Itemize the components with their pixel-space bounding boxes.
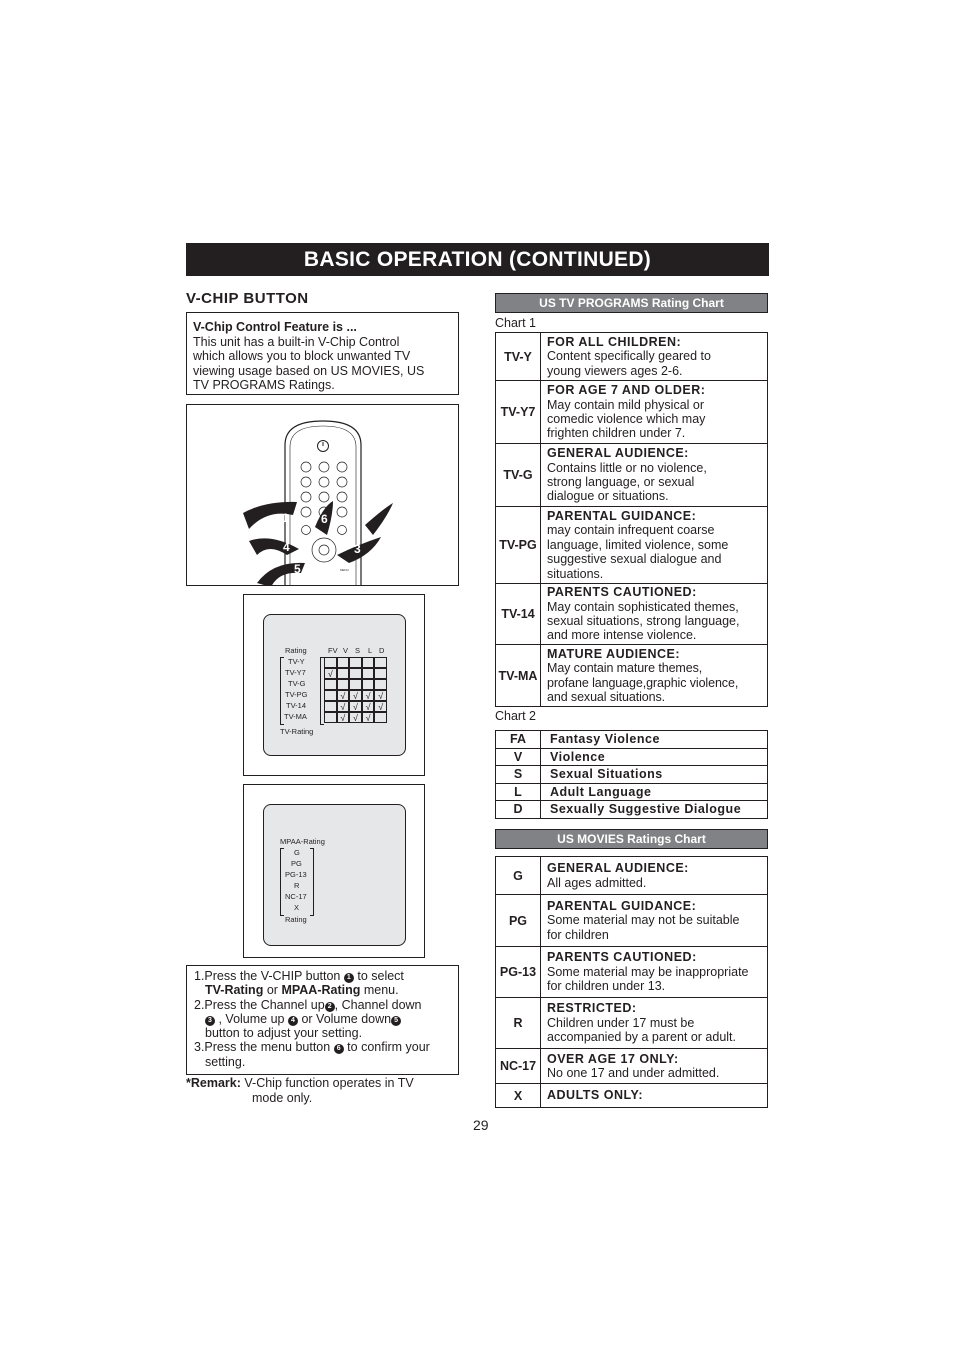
- button-ref-3: 3: [205, 1016, 215, 1026]
- rating-grid-cell[interactable]: [374, 679, 387, 690]
- rating-code: TV-PG: [496, 507, 541, 584]
- page-title: BASIC OPERATION (CONTINUED): [186, 243, 769, 276]
- rating-grid-cell[interactable]: [374, 712, 387, 723]
- rating-grid-cell[interactable]: √: [349, 712, 362, 723]
- remark-line: mode only.: [252, 1091, 313, 1105]
- movie-chart-band: US MOVIES Ratings Chart: [495, 829, 768, 849]
- rating-grid-cell[interactable]: √: [349, 690, 362, 701]
- rating-grid-cell[interactable]: [337, 679, 350, 690]
- rating-grid-cell[interactable]: √: [337, 701, 350, 712]
- rating-description: [541, 1049, 768, 1084]
- column-header: D: [379, 646, 385, 655]
- category-label: Adult Language: [541, 783, 768, 801]
- desc-line: May contain mild physical or: [547, 397, 705, 412]
- tv-row-label: TV-G: [288, 679, 306, 688]
- rating-title: PARENTAL GUIDANCE:: [547, 898, 697, 913]
- intro-line: viewing usage based on US MOVIES, US: [193, 363, 425, 378]
- table-row: [496, 947, 768, 998]
- step-text: or Volume down: [301, 1011, 392, 1026]
- rating-grid-cell[interactable]: √: [374, 690, 387, 701]
- rating-grid-cell[interactable]: [324, 712, 337, 723]
- callout-6: 6: [321, 512, 328, 526]
- rating-grid-cell[interactable]: √: [324, 668, 337, 679]
- step-3: [194, 1040, 454, 1069]
- rating-code: TV-G: [496, 444, 541, 507]
- rating-code: TV-Y7: [496, 381, 541, 444]
- intro-line: which allows you to block unwanted TV: [193, 349, 411, 363]
- instructions-box: [186, 965, 459, 1075]
- movie-rating-table: [495, 856, 768, 1108]
- rating-description: [541, 381, 768, 444]
- button-ref-6: 6: [334, 1044, 344, 1054]
- step-text: , Channel down: [334, 997, 422, 1012]
- rating-code: X: [496, 1084, 541, 1108]
- mpaa-row-label: R: [294, 881, 300, 890]
- category-label: Sexually Suggestive Dialogue: [541, 801, 768, 819]
- tv-row-label: TV-MA: [284, 712, 307, 721]
- desc-line: No one 17 and under admitted.: [547, 1066, 720, 1080]
- step-text: 3.Press the menu button: [194, 1040, 331, 1055]
- step-text: to select: [357, 969, 404, 983]
- table-row: [496, 895, 768, 947]
- mpaa-rating-screen-box: [243, 784, 425, 958]
- mpaa-rating-screen: [263, 804, 406, 946]
- table-row: [496, 801, 768, 819]
- table-row: [496, 748, 768, 766]
- tv-rating-footer: TV-Rating: [280, 727, 314, 736]
- mpaa-row-label: PG: [291, 859, 302, 868]
- page-number: 29: [473, 1117, 489, 1133]
- tv-rating-option: TV-Rating: [205, 983, 264, 998]
- tv-row-label: TV-Y7: [285, 668, 306, 677]
- step-1: [194, 969, 454, 998]
- table-row: [496, 998, 768, 1049]
- rating-description: [541, 895, 768, 947]
- desc-line: and more intense violence.: [547, 628, 697, 643]
- desc-line: may contain infrequent coarse: [547, 523, 715, 538]
- tv-rating-table: [495, 332, 768, 707]
- category-code: L: [496, 783, 541, 801]
- step-text: setting.: [205, 1054, 246, 1069]
- callout-4: 4: [283, 540, 290, 554]
- step-text: or: [266, 983, 278, 998]
- rating-grid-cell[interactable]: [324, 701, 337, 712]
- tv-row-label: TV-PG: [285, 690, 308, 699]
- desc-line: May contain sophisticated themes,: [547, 599, 739, 614]
- mpaa-row-label: PG-13: [285, 870, 307, 879]
- rating-description: [541, 857, 768, 895]
- rating-grid-cell[interactable]: [362, 657, 375, 668]
- table-row: [496, 645, 768, 707]
- desc-line: strong language, or sexual: [547, 475, 695, 489]
- rating-code: PG-13: [496, 947, 541, 998]
- tv-rating-screen-box: [243, 594, 425, 776]
- rating-title: FOR ALL CHILDREN:: [547, 334, 682, 349]
- rating-description: [541, 947, 768, 998]
- remark-star: *: [186, 1076, 191, 1090]
- step-text: button to adjust your setting.: [205, 1026, 363, 1041]
- rating-description: [541, 507, 768, 584]
- desc-line: and sexual situations.: [547, 689, 666, 704]
- table-row: [496, 1084, 768, 1108]
- desc-line: frighten children under 7.: [547, 426, 686, 441]
- intro-box: [186, 312, 459, 395]
- chart-2-label: Chart 2: [495, 709, 536, 723]
- tv-rating-screen: [263, 614, 406, 756]
- mpaa-rating-option: MPAA-Rating: [281, 983, 361, 998]
- table-row: [496, 381, 768, 444]
- rating-title: PARENTS CAUTIONED:: [547, 585, 697, 600]
- intro-line: TV PROGRAMS Ratings.: [193, 378, 335, 392]
- callout-2: 2: [348, 518, 355, 532]
- mpaa-title: MPAA-Rating: [280, 837, 325, 846]
- rating-grid-cell[interactable]: [337, 668, 350, 679]
- category-code: D: [496, 801, 541, 819]
- desc-line: for children under 13.: [547, 979, 666, 994]
- remote-control-illustration: [187, 405, 459, 586]
- desc-line: Some material may not be suitable: [547, 913, 740, 928]
- rating-code: NC-17: [496, 1049, 541, 1084]
- table-row: [496, 857, 768, 895]
- callout-1: 1: [282, 511, 289, 525]
- rating-code: PG: [496, 895, 541, 947]
- button-ref-2: 2: [325, 1002, 335, 1012]
- rating-title: MATURE AUDIENCE:: [547, 646, 680, 661]
- rating-title: GENERAL AUDIENCE:: [547, 446, 689, 461]
- table-row: [496, 1049, 768, 1084]
- step-text: menu.: [363, 983, 399, 998]
- category-code: FA: [496, 731, 541, 749]
- rating-description: [541, 645, 768, 707]
- desc-line: sexual situations, strong language,: [547, 614, 740, 628]
- table-row: [496, 444, 768, 507]
- column-header: V: [343, 646, 349, 655]
- rating-grid-cell[interactable]: [337, 657, 350, 668]
- rating-grid-cell[interactable]: √: [337, 690, 350, 701]
- step-text: 1.Press the V-CHIP button: [194, 969, 341, 983]
- mpaa-footer: Rating: [285, 915, 307, 924]
- rating-grid-cell[interactable]: [349, 679, 362, 690]
- rating-code: TV-MA: [496, 645, 541, 707]
- column-header: S: [355, 646, 361, 655]
- rating-description: [541, 333, 768, 381]
- rating-grid-cell[interactable]: √: [362, 712, 375, 723]
- desc-line: for children: [547, 927, 609, 942]
- rating-grid-cell[interactable]: [362, 679, 375, 690]
- desc-line: language, limited violence, some: [547, 537, 729, 552]
- tv-row-label: TV-14: [286, 701, 307, 710]
- rating-description: [541, 998, 768, 1049]
- rating-title: ADULTS ONLY:: [547, 1088, 644, 1103]
- rating-code: G: [496, 857, 541, 895]
- table-row: [496, 584, 768, 645]
- step-text: , Volume up: [218, 1011, 285, 1026]
- rating-description: [541, 584, 768, 645]
- rating-code: TV-14: [496, 584, 541, 645]
- rating-title: PARENTAL GUIDANCE:: [547, 508, 697, 523]
- rating-grid-cell[interactable]: [374, 657, 387, 668]
- button-ref-5: 5: [391, 1016, 401, 1026]
- callout-3: 3: [354, 542, 361, 556]
- category-code: V: [496, 748, 541, 766]
- table-row: [496, 766, 768, 784]
- rating-grid-cell[interactable]: √: [362, 690, 375, 701]
- desc-line: situations.: [547, 566, 604, 581]
- content-category-table: [495, 730, 768, 819]
- rating-title: OVER AGE 17 ONLY:: [547, 1051, 679, 1066]
- category-label: Sexual Situations: [541, 766, 768, 784]
- intro-heading: V-Chip Control Feature is ...: [193, 320, 357, 334]
- desc-line: Content specifically geared to: [547, 349, 711, 364]
- column-header: L: [368, 646, 373, 655]
- category-label: Violence: [541, 748, 768, 766]
- table-row: [496, 333, 768, 381]
- desc-line: young viewers ages 2-6.: [547, 363, 683, 378]
- rating-title: PARENTS CAUTIONED:: [547, 950, 697, 965]
- callout-5: 5: [294, 562, 301, 576]
- svg-text:MENU: MENU: [340, 568, 349, 572]
- desc-line: dialogue or situations.: [547, 489, 669, 504]
- remark-label: Remark:: [190, 1076, 241, 1090]
- desc-line: comedic violence which may: [547, 412, 706, 426]
- tv-row-label: TV-Y: [288, 657, 305, 666]
- rating-grid-cell[interactable]: [374, 668, 387, 679]
- chart-1-label: Chart 1: [495, 316, 536, 330]
- rating-grid-cell[interactable]: √: [349, 701, 362, 712]
- category-code: S: [496, 766, 541, 784]
- step-2: [194, 998, 454, 1041]
- section-heading: V-CHIP BUTTON: [186, 290, 309, 307]
- step-text: 2.Press the Channel up: [194, 997, 325, 1012]
- rating-description: [541, 444, 768, 507]
- desc-line: May contain mature themes,: [547, 661, 703, 676]
- mpaa-row-label: X: [294, 903, 300, 912]
- rating-grid-cell[interactable]: √: [374, 701, 387, 712]
- rating-description: [541, 1084, 768, 1108]
- rating-check-grid: [324, 657, 387, 723]
- table-row: [496, 783, 768, 801]
- rating-label: Rating: [285, 646, 307, 655]
- rating-code: TV-Y: [496, 333, 541, 381]
- column-header: FV: [328, 646, 338, 655]
- rating-code: R: [496, 998, 541, 1049]
- intro-line: This unit has a built-in V-Chip Control: [193, 334, 400, 349]
- button-ref-1: 1: [344, 973, 354, 983]
- desc-line: accompanied by a parent or adult.: [547, 1030, 737, 1045]
- rating-grid-cell[interactable]: √: [337, 712, 350, 723]
- rating-title: RESTRICTED:: [547, 1001, 637, 1016]
- rating-grid-cell[interactable]: √: [362, 701, 375, 712]
- desc-line: Some material may be inappropriate: [547, 964, 749, 979]
- mpaa-row-label: NC-17: [285, 892, 307, 901]
- step-text: to confirm your: [347, 1040, 430, 1055]
- rating-grid-cell[interactable]: [324, 690, 337, 701]
- desc-line: Contains little or no violence,: [547, 460, 707, 475]
- mpaa-row-label: G: [294, 848, 300, 857]
- remote-illustration-box: [186, 404, 459, 586]
- table-row: [496, 731, 768, 749]
- remark-line: V-Chip function operates in TV: [244, 1076, 414, 1090]
- rating-title: GENERAL AUDIENCE:: [547, 861, 689, 876]
- button-ref-4: 4: [288, 1016, 298, 1026]
- remark-note: [186, 1076, 466, 1106]
- tv-chart-band: US TV PROGRAMS Rating Chart: [495, 293, 768, 313]
- desc-line: profane language,graphic violence,: [547, 675, 739, 690]
- rating-grid-cell[interactable]: [349, 657, 362, 668]
- rating-grid-cell[interactable]: [324, 657, 337, 668]
- rating-grid-cell[interactable]: [324, 679, 337, 690]
- rating-grid-cell[interactable]: [349, 668, 362, 679]
- table-row: [496, 507, 768, 584]
- category-label: Fantasy Violence: [541, 731, 768, 749]
- rating-title: FOR AGE 7 AND OLDER:: [547, 383, 706, 398]
- desc-line: All ages admitted.: [547, 875, 647, 890]
- rating-grid-cell[interactable]: [362, 668, 375, 679]
- desc-line: Children under 17 must be: [547, 1015, 695, 1030]
- desc-line: suggestive sexual dialogue and: [547, 552, 722, 567]
